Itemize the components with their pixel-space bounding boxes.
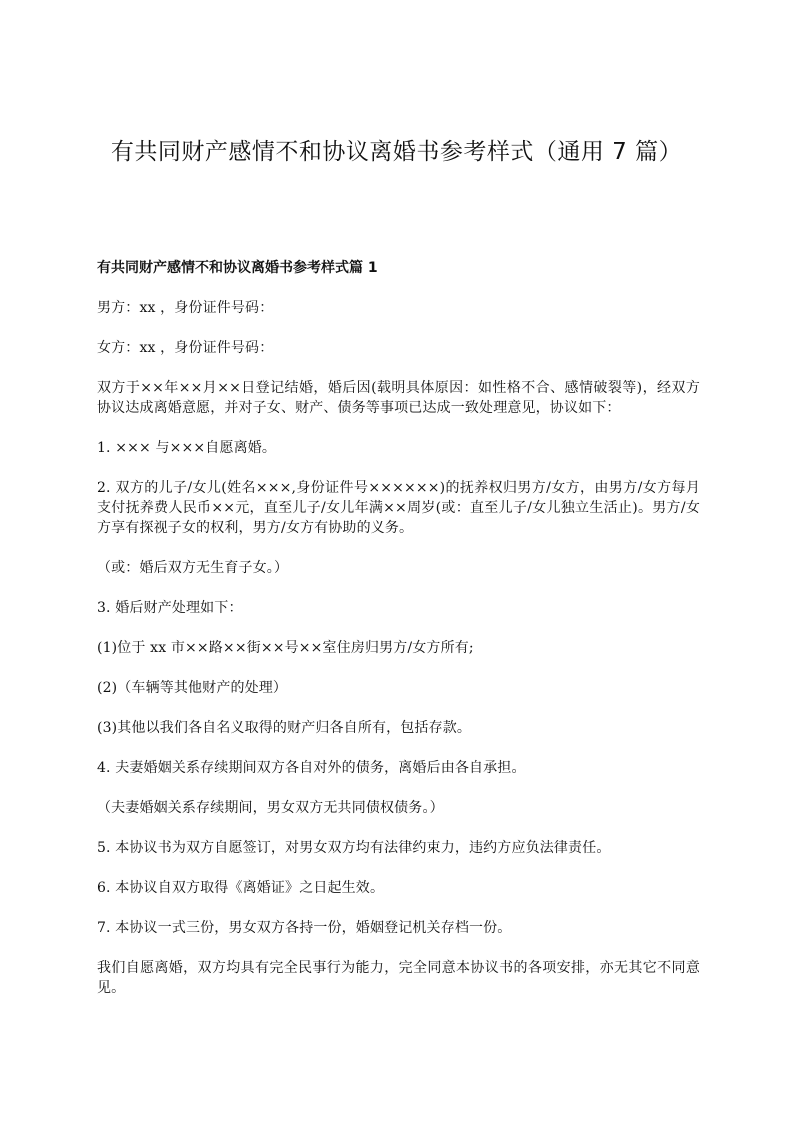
paragraph-clause-7: 7. 本协议一式三份，男女双方各持一份，婚姻登记机关存档一份。 bbox=[97, 920, 512, 936]
paragraph-clause-5: 5. 本协议书为双方自愿签订，对男女双方均有法律约束力，违约方应负法律责任。 bbox=[97, 840, 611, 856]
document-body bbox=[97, 258, 700, 1017]
paragraph-clause-3: 3. 婚后财产处理如下： bbox=[97, 600, 243, 616]
section-heading: 有共同财产感情不和协议离婚书参考样式篇 1 bbox=[97, 260, 378, 276]
paragraph-declaration: 我们自愿离婚，双方均具有完全民事行为能力，完全同意本协议书的各项安排，亦无其它不同意见。 bbox=[97, 960, 700, 996]
paragraph-background: 双方于××年××月××日登记结婚，婚后因(载明具体原因：如性格不合、感情破裂等)，经双方协议达成离婚意愿，并对子女、财产、债务等事项已达成一致处理意见，协议如下： bbox=[97, 380, 700, 416]
paragraph-no-debts: （夫妻婚姻关系存续期间，男女双方无共同债权债务。） bbox=[97, 800, 444, 816]
paragraph-clause-3-2: (2)（车辆等其他财产的处理） bbox=[97, 680, 288, 696]
paragraph-clause-6: 6. 本协议自双方取得《离婚证》之日起生效。 bbox=[97, 880, 385, 896]
paragraph-female-party: 女方：xx ，身份证件号码： bbox=[97, 340, 274, 356]
paragraph-clause-2: 2. 双方的儿子/女儿(姓名×××,身份证件号××××××)的抚养权归男方/女方，由男方/女方每月支付抚养费人民币××元，直至儿子/女儿年满××周岁(或：直至儿子/女儿独立生活止)。男方/女方享有探视子女的权利，男方/女方有协助的义务。 bbox=[97, 480, 700, 536]
document-title: 有共同财产感情不和协议离婚书参考样式（通用 7 篇） bbox=[110, 139, 683, 165]
paragraph-clause-4: 4. 夫妻婚姻关系存续期间双方各自对外的债务，离婚后由各自承担。 bbox=[97, 760, 526, 776]
paragraph-clause-1: 1. ××× 与×××自愿离婚。 bbox=[97, 440, 277, 456]
paragraph-clause-3-1: (1)位于 xx 市××路××街××号××室住房归男方/女方所有; bbox=[97, 640, 474, 656]
paragraph-clause-3-3: (3)其他以我们各自名义取得的财产归各自所有，包括存款。 bbox=[97, 720, 472, 736]
paragraph-no-children: （或：婚后双方无生育子女。） bbox=[97, 560, 289, 576]
paragraph-male-party: 男方：xx ，身份证件号码： bbox=[97, 300, 274, 316]
